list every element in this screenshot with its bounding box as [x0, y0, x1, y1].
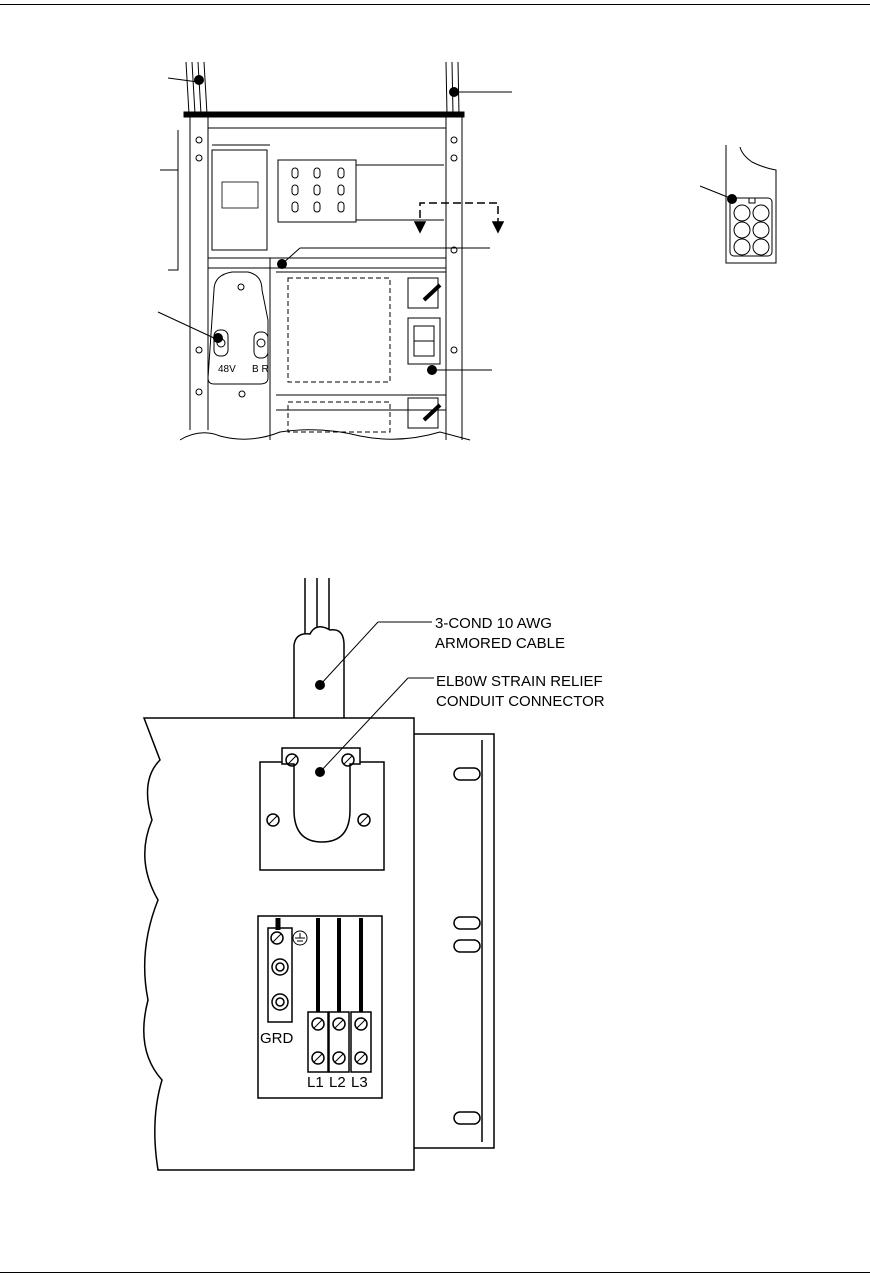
connector-callout-line1: ELB0W STRAIN RELIEF — [436, 673, 603, 690]
terminal-label-grd: GRD — [260, 1030, 294, 1047]
callout-dot — [315, 680, 325, 690]
terminal-label-l1: L1 — [307, 1074, 324, 1091]
mounting-rail — [414, 734, 494, 1148]
callout-dot — [315, 767, 325, 777]
panel-label-right: B R — [252, 364, 269, 375]
terminal-label-l2: L2 — [329, 1074, 346, 1091]
panel-label-left: 48V — [218, 364, 236, 375]
cable-callout-line2: ARMORED CABLE — [435, 635, 566, 652]
connector-callout-line2: CONDUIT CONNECTOR — [436, 693, 605, 710]
terminal-label-l3: L3 — [351, 1074, 368, 1091]
cable-callout-line1: 3-COND 10 AWG — [435, 615, 552, 632]
